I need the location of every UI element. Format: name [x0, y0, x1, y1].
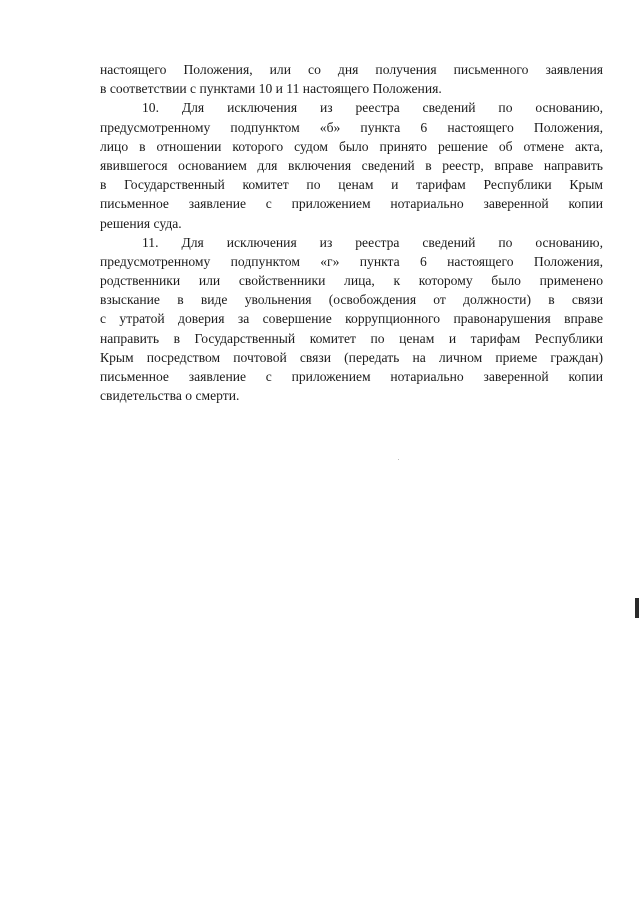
text-line: с утратой доверия за совершение коррупционного правонарушения вправе [100, 311, 603, 327]
text-line: решения суда. [100, 215, 182, 231]
text-line: явившегося основанием для включения сведений в реестр, вправе направить [100, 157, 603, 173]
text-line: 10. Для исключения из реестра сведений по основанию, [142, 100, 603, 116]
text-line: Крым посредством почтовой связи (передать на личном приеме граждан) [100, 349, 603, 365]
text-line: настоящего Положения, или со дня получения письменного заявления [100, 62, 603, 77]
text-line: в соответствии с пунктами 10 и 11 настоящего Положения. [100, 81, 442, 97]
text-line: 11. Для исключения из реестра сведений по основанию, [142, 234, 603, 250]
paragraph-11 [100, 233, 603, 406]
scan-speck [398, 459, 399, 460]
text-line: предусмотренному подпунктом «б» пункта 6 настоящего Положения, [100, 119, 603, 135]
text-line: родственники или свойственники лица, к которому было применено [100, 273, 603, 289]
text-line: направить в Государственный комитет по ценам и тарифам Республики [100, 330, 603, 346]
text-line: лицо в отношении которого судом было принято решение об отмене акта, [100, 138, 603, 154]
scan-edge-mark [635, 598, 639, 618]
continuation-paragraph [100, 60, 603, 98]
document-page [100, 60, 603, 405]
text-line: предусмотренному подпунктом «г» пункта 6 настоящего Положения, [100, 253, 603, 269]
text-line: в Государственный комитет по ценам и тарифам Республики Крым [100, 177, 603, 193]
text-line: взыскание в виде увольнения (освобождения от должности) в связи [100, 292, 603, 308]
paragraph-10 [100, 98, 603, 232]
text-line: свидетельства о смерти. [100, 388, 240, 404]
text-line: письменное заявление с приложением нотариально заверенной копии [100, 196, 603, 212]
text-line: письменное заявление с приложением нотариально заверенной копии [100, 369, 603, 384]
